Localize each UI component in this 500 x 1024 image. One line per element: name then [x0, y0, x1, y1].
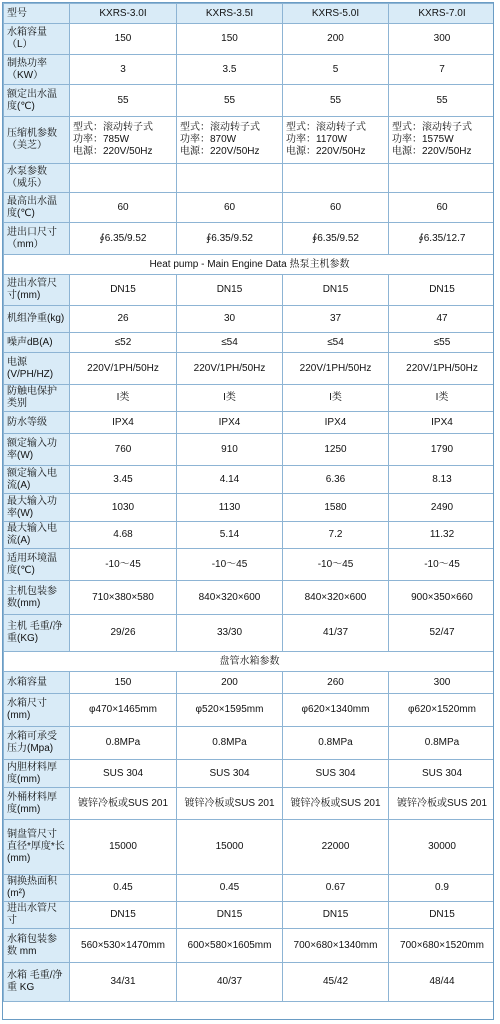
row-label: 最大输入功率(W)	[4, 494, 70, 522]
row-value: I类	[70, 385, 177, 412]
row-value: SUS 304	[283, 760, 389, 788]
row-value: 4.14	[177, 466, 283, 494]
row-value: 5	[283, 55, 389, 85]
row-value: 型式：滚动转子式 功率：785W 电源：220V/50Hz	[70, 117, 177, 164]
row-value: 0.45	[70, 875, 177, 902]
row-value: IPX4	[283, 412, 389, 434]
row-label: 水箱容量	[4, 672, 70, 694]
row-value: 60	[389, 193, 495, 223]
spec-row	[4, 117, 495, 164]
row-value: ∮6.35/9.52	[283, 223, 389, 255]
row-label: 噪声dB(A)	[4, 333, 70, 353]
row-label: 防水等级	[4, 412, 70, 434]
section-title: 盘管水箱参数	[4, 652, 495, 672]
row-value: 3.5	[177, 55, 283, 85]
row-value: 220V/1PH/50Hz	[283, 353, 389, 385]
row-value: 型式：滚动转子式 功率：1170W 电源：220V/50Hz	[283, 117, 389, 164]
row-value: 840×320×600	[283, 581, 389, 615]
row-value: DN15	[389, 902, 495, 929]
row-label: 电源(V/PH/HZ)	[4, 353, 70, 385]
row-label: 内胆材料厚度(mm)	[4, 760, 70, 788]
row-value: 840×320×600	[177, 581, 283, 615]
row-value: 型式：滚动转子式 功率：1575W 电源：220V/50Hz	[389, 117, 495, 164]
row-value: 0.8MPa	[177, 727, 283, 760]
header-label: 型号	[4, 4, 70, 24]
row-value: 600×580×1605mm	[177, 929, 283, 963]
row-value: 150	[177, 24, 283, 55]
row-value: φ520×1595mm	[177, 694, 283, 727]
row-value: 15000	[177, 820, 283, 875]
spec-row	[4, 727, 495, 760]
row-value	[283, 164, 389, 193]
row-value: 镀锌冷板或SUS 201	[70, 788, 177, 820]
spec-row	[4, 494, 495, 522]
row-label: 适用环境温度(℃)	[4, 549, 70, 581]
row-value: 37	[283, 306, 389, 333]
spec-row	[4, 412, 495, 434]
row-value: 34/31	[70, 963, 177, 1002]
row-value: 47	[389, 306, 495, 333]
spec-row	[4, 672, 495, 694]
row-value: 55	[389, 85, 495, 117]
row-value: 30000	[389, 820, 495, 875]
spec-row	[4, 760, 495, 788]
spec-row	[4, 788, 495, 820]
row-label: 铜换热面积(m²)	[4, 875, 70, 902]
row-value: I类	[177, 385, 283, 412]
row-value: 33/30	[177, 615, 283, 652]
row-value: IPX4	[389, 412, 495, 434]
row-label: 进出口尺寸（mm）	[4, 223, 70, 255]
row-label: 主机 毛重/净重(KG)	[4, 615, 70, 652]
row-value: 220V/1PH/50Hz	[389, 353, 495, 385]
row-value: 7	[389, 55, 495, 85]
row-value: ∮6.35/9.52	[177, 223, 283, 255]
row-value: 0.8MPa	[70, 727, 177, 760]
row-value: I类	[283, 385, 389, 412]
model-name: KXRS-3.5I	[177, 4, 283, 24]
section-header-coil-tank	[4, 652, 495, 672]
row-value: 60	[177, 193, 283, 223]
spec-row	[4, 522, 495, 549]
spec-row	[4, 694, 495, 727]
row-value: 55	[70, 85, 177, 117]
row-value	[177, 164, 283, 193]
row-value: 300	[389, 24, 495, 55]
row-value: φ620×1520mm	[389, 694, 495, 727]
model-name: KXRS-5.0I	[283, 4, 389, 24]
row-value: φ620×1340mm	[283, 694, 389, 727]
row-value: 镀锌冷板或SUS 201	[389, 788, 495, 820]
row-value: ∮6.35/12.7	[389, 223, 495, 255]
row-value: 11.32	[389, 522, 495, 549]
row-value: ≤55	[389, 333, 495, 353]
row-value: 150	[70, 672, 177, 694]
row-value: 0.9	[389, 875, 495, 902]
row-value: DN15	[70, 902, 177, 929]
row-value: 5.14	[177, 522, 283, 549]
row-value: 1130	[177, 494, 283, 522]
row-value: 710×380×580	[70, 581, 177, 615]
row-label: 最大输入电流(A)	[4, 522, 70, 549]
row-value: 55	[283, 85, 389, 117]
row-label: 铜盘管尺寸 直径*厚度*长(mm)	[4, 820, 70, 875]
model-name: KXRS-3.0I	[70, 4, 177, 24]
row-value: ≤54	[283, 333, 389, 353]
row-label: 机组净重(kg)	[4, 306, 70, 333]
spec-row	[4, 615, 495, 652]
row-value: 700×680×1520mm	[389, 929, 495, 963]
spec-row	[4, 353, 495, 385]
row-label: 主机包装参数(mm)	[4, 581, 70, 615]
header-row	[4, 4, 495, 24]
row-value: 900×350×660	[389, 581, 495, 615]
row-label: 进出水管尺寸(mm)	[4, 275, 70, 306]
spec-row	[4, 581, 495, 615]
row-value: 4.68	[70, 522, 177, 549]
row-value: 0.8MPa	[283, 727, 389, 760]
row-value: 220V/1PH/50Hz	[70, 353, 177, 385]
spec-row	[4, 85, 495, 117]
row-value: 0.8MPa	[389, 727, 495, 760]
row-value: 1030	[70, 494, 177, 522]
row-value: DN15	[283, 275, 389, 306]
spec-row	[4, 902, 495, 929]
row-label: 最高出水温度(℃)	[4, 193, 70, 223]
row-value: 220V/1PH/50Hz	[177, 353, 283, 385]
row-value: SUS 304	[70, 760, 177, 788]
row-value: 760	[70, 434, 177, 466]
row-label: 制热功率（KW）	[4, 55, 70, 85]
row-value: I类	[389, 385, 495, 412]
row-value: 150	[70, 24, 177, 55]
row-value: -10～45	[70, 549, 177, 581]
row-value: IPX4	[70, 412, 177, 434]
row-label: 水箱包装参数 mm	[4, 929, 70, 963]
spec-row	[4, 549, 495, 581]
row-value: 910	[177, 434, 283, 466]
row-value: 6.36	[283, 466, 389, 494]
row-value: 29/26	[70, 615, 177, 652]
spec-row	[4, 875, 495, 902]
row-value: 1250	[283, 434, 389, 466]
row-value: 3	[70, 55, 177, 85]
row-value: SUS 304	[389, 760, 495, 788]
row-label: 水箱 毛重/净重 KG	[4, 963, 70, 1002]
spec-row	[4, 306, 495, 333]
row-value: 200	[177, 672, 283, 694]
spec-row	[4, 466, 495, 494]
row-value: IPX4	[177, 412, 283, 434]
row-value: 52/47	[389, 615, 495, 652]
row-value: 55	[177, 85, 283, 117]
spec-row	[4, 275, 495, 306]
row-value: 260	[283, 672, 389, 694]
section-header-main-engine	[4, 255, 495, 275]
row-value: 60	[70, 193, 177, 223]
row-value: DN15	[177, 902, 283, 929]
row-value: 7.2	[283, 522, 389, 549]
spec-row	[4, 223, 495, 255]
spec-row	[4, 385, 495, 412]
row-label: 水泵参数（威乐）	[4, 164, 70, 193]
row-value: 40/37	[177, 963, 283, 1002]
model-name: KXRS-7.0I	[389, 4, 495, 24]
row-value: ≤52	[70, 333, 177, 353]
row-value: ∮6.35/9.52	[70, 223, 177, 255]
row-value: 60	[283, 193, 389, 223]
row-label: 外桶材料厚度(mm)	[4, 788, 70, 820]
row-value: -10～45	[177, 549, 283, 581]
spec-row	[4, 193, 495, 223]
row-value: 200	[283, 24, 389, 55]
row-value: -10～45	[389, 549, 495, 581]
row-value: SUS 304	[177, 760, 283, 788]
section-title: Heat pump - Main Engine Data 热泵主机参数	[4, 255, 495, 275]
row-label: 水箱容量（L）	[4, 24, 70, 55]
row-label: 额定输入功率(W)	[4, 434, 70, 466]
row-label: 防触电保护类别	[4, 385, 70, 412]
row-value: 型式：滚动转子式 功率：870W 电源：220V/50Hz	[177, 117, 283, 164]
row-value: 8.13	[389, 466, 495, 494]
row-value: 1790	[389, 434, 495, 466]
row-value: -10～45	[283, 549, 389, 581]
row-value: DN15	[70, 275, 177, 306]
row-value: 26	[70, 306, 177, 333]
spec-row	[4, 55, 495, 85]
row-label: 水箱尺寸(mm)	[4, 694, 70, 727]
row-value: 22000	[283, 820, 389, 875]
row-value: DN15	[177, 275, 283, 306]
row-value: ≤54	[177, 333, 283, 353]
row-value: 2490	[389, 494, 495, 522]
spec-row	[4, 963, 495, 1002]
row-value: 45/42	[283, 963, 389, 1002]
row-value: 0.45	[177, 875, 283, 902]
spec-row	[4, 929, 495, 963]
spec-row	[4, 164, 495, 193]
row-label: 额定出水温度(℃)	[4, 85, 70, 117]
spec-row	[4, 24, 495, 55]
row-value	[389, 164, 495, 193]
row-value: 镀锌冷板或SUS 201	[283, 788, 389, 820]
row-value: 560×530×1470mm	[70, 929, 177, 963]
row-value	[70, 164, 177, 193]
spec-row	[4, 434, 495, 466]
row-value: φ470×1465mm	[70, 694, 177, 727]
spec-row	[4, 333, 495, 353]
row-value: 30	[177, 306, 283, 333]
row-value: 48/44	[389, 963, 495, 1002]
row-value: 300	[389, 672, 495, 694]
row-value: 1580	[283, 494, 389, 522]
row-value: 41/37	[283, 615, 389, 652]
row-value: DN15	[389, 275, 495, 306]
row-label: 额定输入电流(A)	[4, 466, 70, 494]
row-value: 15000	[70, 820, 177, 875]
spec-row	[4, 820, 495, 875]
row-value: DN15	[283, 902, 389, 929]
row-value: 0.67	[283, 875, 389, 902]
row-label: 水箱可承受压力(Mpa)	[4, 727, 70, 760]
spec-table	[3, 3, 494, 1002]
row-label: 进出水管尺寸	[4, 902, 70, 929]
spec-sheet	[2, 2, 494, 1020]
row-label: 压缩机参数（美芝）	[4, 117, 70, 164]
row-value: 镀锌冷板或SUS 201	[177, 788, 283, 820]
row-value: 700×680×1340mm	[283, 929, 389, 963]
row-value: 3.45	[70, 466, 177, 494]
